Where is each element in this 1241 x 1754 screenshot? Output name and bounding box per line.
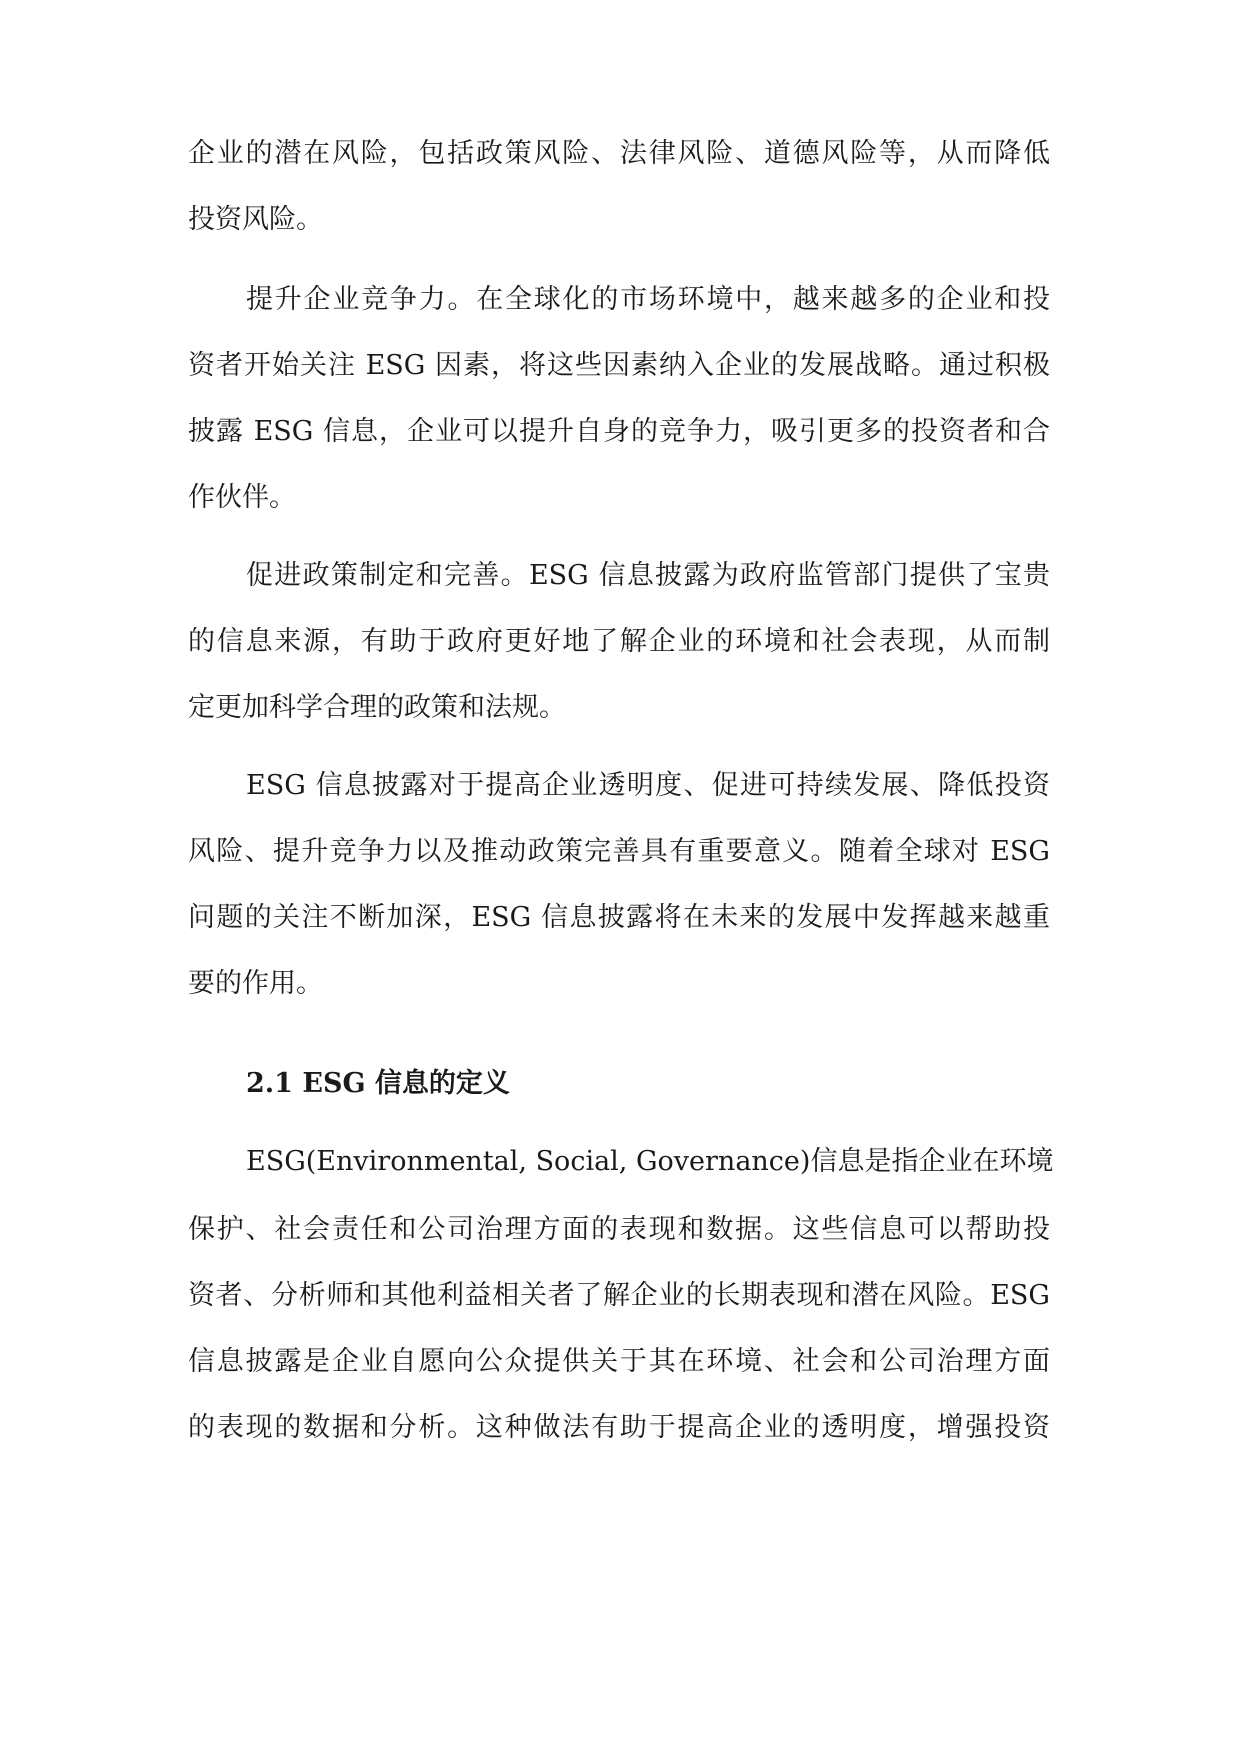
- paragraph-line: 资者开始关注 ESG 因素，将这些因素纳入企业的发展战略。通过积极: [188, 350, 1050, 381]
- section-heading: 2.1 ESG 信息的定义: [246, 1068, 510, 1099]
- paragraph-line: 的信息来源，有助于政府更好地了解企业的环境和社会表现，从而制: [188, 626, 1050, 657]
- paragraph-line: 定更加科学合理的政策和法规。: [188, 692, 566, 723]
- paragraph-line: 风险、提升竞争力以及推动政策完善具有重要意义。随着全球对 ESG: [188, 836, 1050, 867]
- paragraph-line: 信息披露是企业自愿向公众提供关于其在环境、社会和公司治理方面: [188, 1346, 1050, 1377]
- paragraph-line: 企业的潜在风险，包括政策风险、法律风险、道德风险等，从而降低: [188, 138, 1050, 169]
- paragraph-line: ESG(Environmental, Social, Governance)信息是指企业在环境: [246, 1146, 1054, 1177]
- paragraph-line: 问题的关注不断加深，ESG 信息披露将在未来的发展中发挥越来越重: [188, 902, 1050, 933]
- paragraph-line: 披露 ESG 信息，企业可以提升自身的竞争力，吸引更多的投资者和合: [188, 416, 1050, 447]
- paragraph-line: 提升企业竞争力。在全球化的市场环境中，越来越多的企业和投: [246, 284, 1050, 315]
- paragraph-line: 作伙伴。: [188, 482, 296, 513]
- paragraph-line: ESG 信息披露对于提高企业透明度、促进可持续发展、降低投资: [246, 770, 1050, 801]
- paragraph-line: 要的作用。: [188, 968, 323, 999]
- paragraph-line: 促进政策制定和完善。ESG 信息披露为政府监管部门提供了宝贵: [246, 560, 1050, 591]
- paragraph-line: 投资风险。: [188, 204, 323, 235]
- paragraph-line: 资者、分析师和其他利益相关者了解企业的长期表现和潜在风险。ESG: [188, 1280, 1050, 1311]
- paragraph-line: 的表现的数据和分析。这种做法有助于提高企业的透明度，增强投资: [188, 1412, 1050, 1443]
- paragraph-line: 保护、社会责任和公司治理方面的表现和数据。这些信息可以帮助投: [188, 1214, 1050, 1245]
